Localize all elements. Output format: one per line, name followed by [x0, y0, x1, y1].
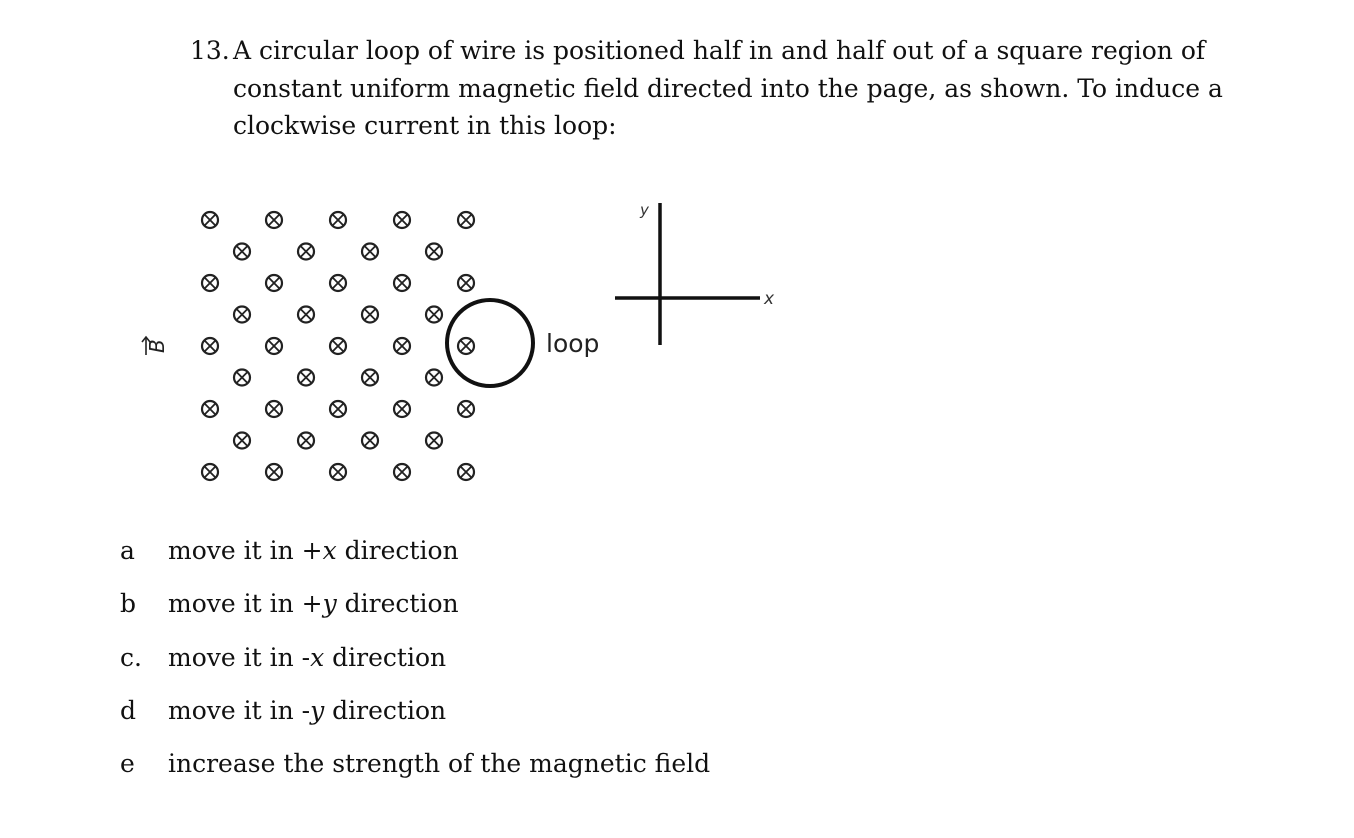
y-axis-label: y [640, 201, 649, 219]
into-page-field-icon [426, 307, 442, 323]
into-page-field-icon [330, 401, 346, 417]
into-page-field-icon [394, 212, 410, 228]
into-page-field-icon [458, 338, 474, 354]
into-page-field-icon [298, 307, 314, 323]
into-page-field-icon [330, 338, 346, 354]
into-page-field-icon [330, 275, 346, 291]
choice-text: move it in +x direction [168, 536, 459, 565]
question-number: 13. [190, 36, 230, 65]
into-page-field-icon [426, 244, 442, 260]
into-page-field-icon [394, 275, 410, 291]
into-page-field-icon [330, 464, 346, 480]
choice-text: move it in +y direction [168, 589, 459, 619]
into-page-field-icon [458, 401, 474, 417]
into-page-field-icon [362, 307, 378, 323]
choice-text: move it in -y direction [168, 695, 447, 725]
into-page-field-icon [234, 244, 250, 260]
into-page-field-icon [298, 433, 314, 449]
into-page-field-icon [298, 244, 314, 260]
into-page-field-icon [426, 433, 442, 449]
into-page-field-icon [202, 401, 218, 417]
into-page-field-icon [458, 275, 474, 291]
into-page-field-icon [266, 275, 282, 291]
wire-loop [447, 300, 533, 386]
choice-text: move it in -x direction [168, 642, 447, 672]
magnetic-field-region [202, 212, 474, 480]
into-page-field-icon [426, 370, 442, 386]
choice-letter: b [120, 589, 137, 619]
into-page-field-icon [266, 338, 282, 354]
question-stem [190, 32, 1310, 145]
into-page-field-icon [394, 401, 410, 417]
into-page-field-icon [362, 370, 378, 386]
into-page-field-icon [330, 212, 346, 228]
into-page-field-icon [202, 464, 218, 480]
into-page-field-icon [266, 401, 282, 417]
coordinate-axes [615, 201, 775, 345]
into-page-field-icon [266, 464, 282, 480]
into-page-field-icon [234, 307, 250, 323]
into-page-field-icon [458, 212, 474, 228]
choice-text: increase the strength of the magnetic field [168, 749, 711, 779]
into-page-field-icon [266, 212, 282, 228]
field-label-text: B [145, 339, 169, 353]
choice-letter: d [120, 695, 137, 725]
into-page-field-icon [202, 338, 218, 354]
into-page-field-icon [298, 370, 314, 386]
into-page-field-icon [458, 464, 474, 480]
choice-letter: a [120, 536, 135, 565]
into-page-field-icon [394, 464, 410, 480]
into-page-field-icon [394, 338, 410, 354]
into-page-field-icon [234, 433, 250, 449]
into-page-field-icon [202, 275, 218, 291]
choice-letter: e [120, 749, 135, 779]
into-page-field-icon [234, 370, 250, 386]
magnetic-field-figure [140, 195, 800, 495]
loop-label: loop [546, 329, 600, 358]
into-page-field-icon [362, 433, 378, 449]
choice-letter: c. [120, 642, 142, 672]
question-text: A circular loop of wire is positioned half in and half out of a square region of constant uniform magnetic field directed into the page, as shown. To induce a clockwise current in this loop: [233, 36, 1223, 140]
into-page-field-icon [362, 244, 378, 260]
field-vector-label [142, 337, 169, 355]
into-page-field-icon [202, 212, 218, 228]
x-axis-label: x [764, 289, 775, 309]
figure-svg [140, 195, 800, 495]
